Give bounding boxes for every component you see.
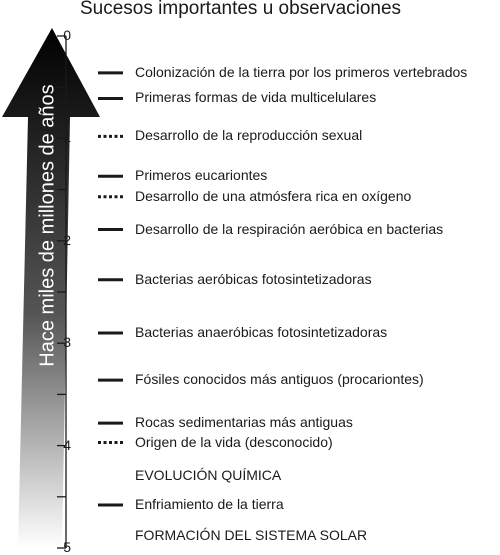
event-label: Desarrollo de la reproducción sexual: [135, 127, 363, 144]
event-label: Desarrollo de la respiración aeróbica en bacterias: [135, 220, 444, 237]
event-label: Colonización de la tierra por los primeros vertebrados: [135, 63, 468, 80]
arrow-label: Hace miles de millones de años: [36, 84, 59, 367]
axis-tick-label: 4: [63, 436, 71, 453]
event-label: EVOLUCIÓN QUÍMICA: [135, 467, 282, 484]
event-label: Origen de la vida (desconocido): [135, 433, 333, 450]
axis-tick-label: 0: [63, 27, 71, 43]
axis-tick-label: 3: [63, 334, 71, 351]
event-label: Bacterias aeróbicas fotosintetizadoras: [135, 270, 372, 287]
event-label: Bacterias anaeróbicas fotosintetizadoras: [135, 323, 388, 340]
event-label: Primeros eucariontes: [135, 167, 268, 184]
axis-tick-label: 5: [63, 539, 71, 555]
event-label: Primeras formas de vida multicelulares: [135, 89, 377, 106]
axis-tick-label: 1: [63, 129, 71, 146]
event-label: Rocas sedimentarias más antiguas: [135, 414, 353, 431]
event-label: Fósiles conocidos más antiguos (procariontes): [135, 371, 424, 388]
event-label: FORMACIÓN DEL SISTEMA SOLAR: [135, 526, 368, 543]
header-title: Sucesos importantes u observaciones: [80, 0, 402, 19]
event-label: Enfriamiento de la tierra: [135, 495, 284, 512]
event-label: Desarrollo de una atmósfera rica en oxígeno: [135, 187, 412, 204]
axis-tick-label: 2: [63, 231, 71, 248]
